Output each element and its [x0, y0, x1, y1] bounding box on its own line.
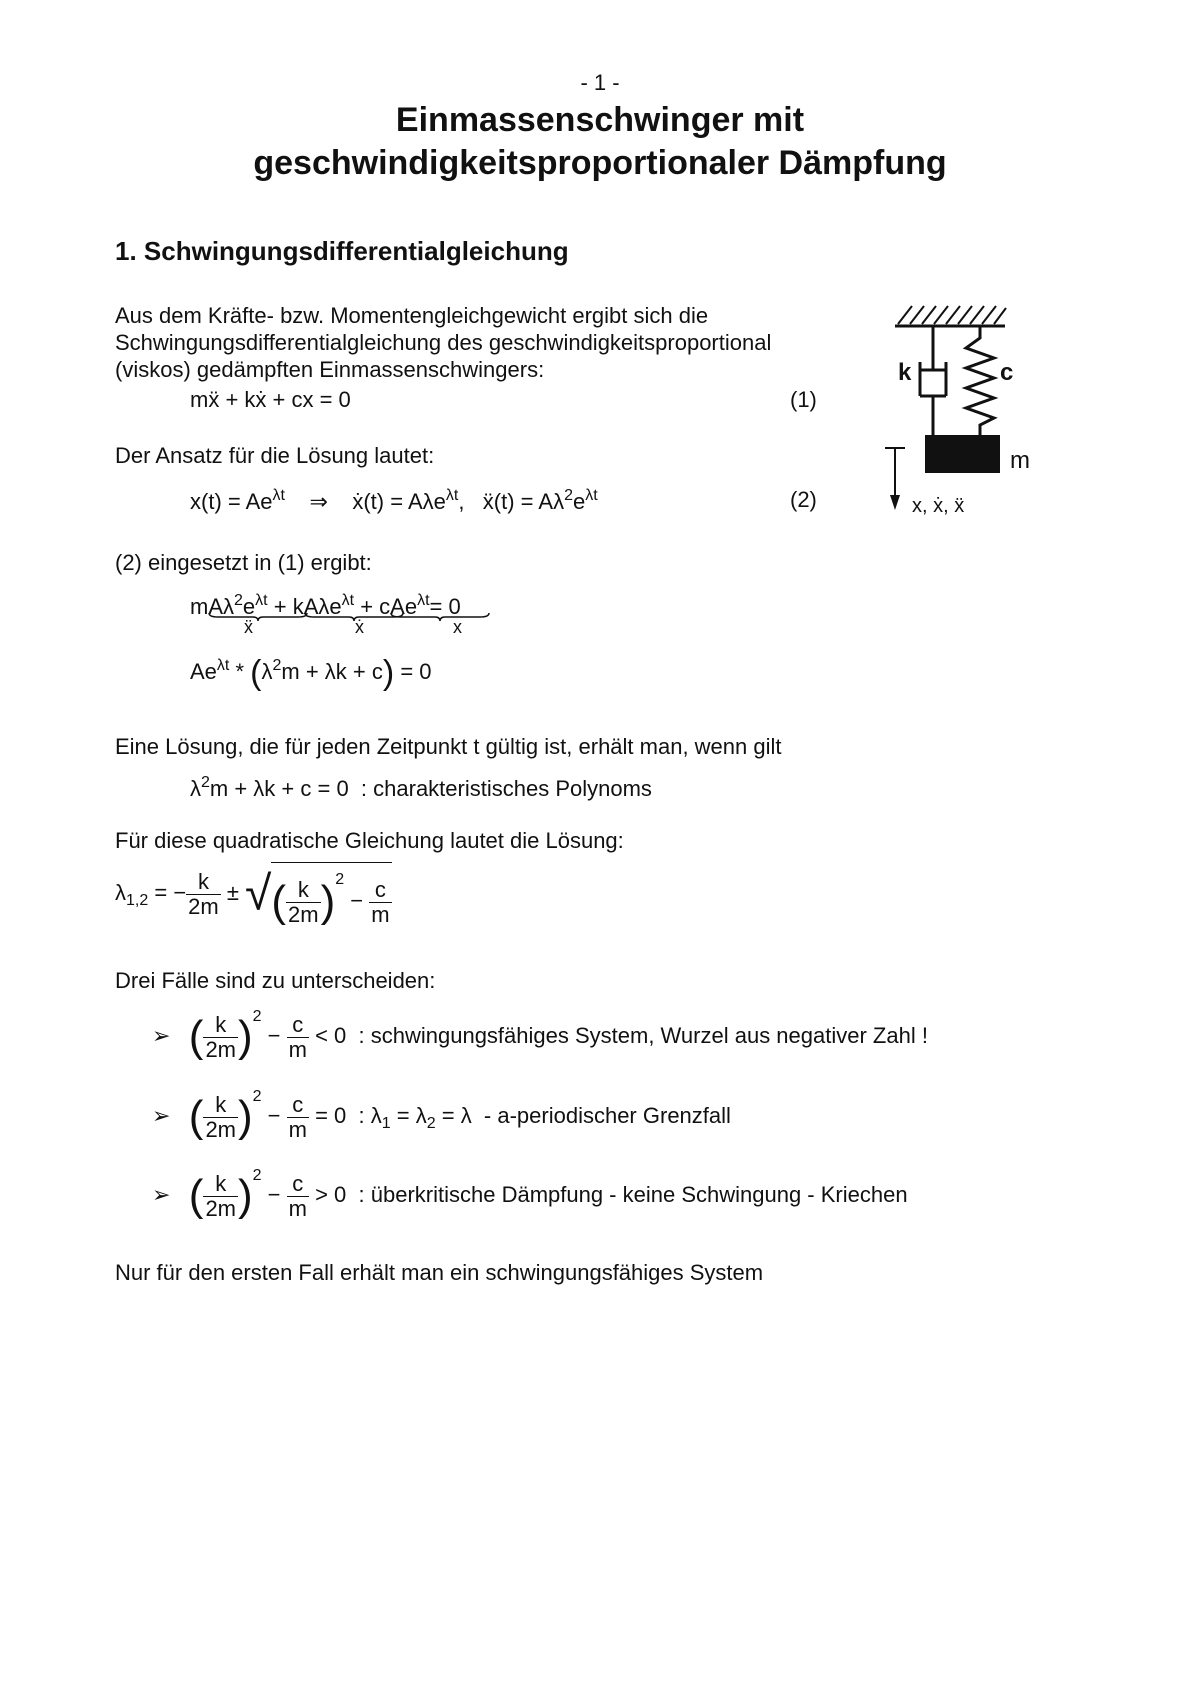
- equation-2: $x(t) = Ae^{\lambda t}$ ⇒ ẋ(t) = Aλe$^{\lambda t}$, ẍ(t) = $A\lambda^2e^{\lambda t}$: [190, 487, 598, 514]
- intro-line-2: Schwingungsdifferentialgleichung des geschwindigkeitsproportional: [115, 330, 772, 355]
- case-1-label: : schwingungsfähiges System, Wurzel aus negativer Zahl !: [358, 1023, 928, 1048]
- spring: [966, 326, 994, 435]
- underbrace-label-x: x: [453, 617, 462, 637]
- arrow-bullet-icon: ➢: [152, 1182, 171, 1207]
- ceiling-hatch: [895, 306, 1006, 326]
- title-line-1: Einmassenschwinger mit: [395, 101, 805, 139]
- figure-label-c: c: [1000, 359, 1014, 386]
- page-number: - 1 -: [580, 70, 620, 95]
- arrow-bullet-icon: ➢: [152, 1103, 171, 1128]
- arrow-bullet-icon: ➢: [152, 1023, 171, 1048]
- quadratic-solution: $\lambda_{1,2}$ = − $\frac{k}{2m}$ ± √( $\frac{k}{2m}$ )$^2$ − $\frac{c}{m}$: [115, 862, 392, 927]
- mass-block: [925, 435, 1000, 473]
- case-3: ➢ ( $\frac{k}{2m}$ )$^2$ − $\frac{c}{m}$ > 0 : überkritische Dämpfung - keine Schwingung - Kriechen: [152, 1167, 908, 1221]
- equation-2-number: (2): [790, 487, 817, 512]
- damper: [920, 326, 946, 435]
- solution-text: Eine Lösung, die für jeden Zeitpunkt t gültig ist, erhält man, wenn gilt: [115, 734, 782, 759]
- characteristic-polynomial: $\lambda^2m + \lambda k + c = 0$ : charakteristisches Polynoms: [190, 774, 652, 801]
- quadratic-text: Für diese quadratische Gleichung lautet die Lösung:: [115, 828, 624, 853]
- substituted-equation: $mA\lambda^2e^{\lambda t}$ + kAλe$^{\lambda t}$ + cAe$^{\lambda t}$ = 0: [190, 588, 461, 620]
- ansatz-text: Der Ansatz für die Lösung lautet:: [115, 443, 435, 468]
- conclusion-text: Nur für den ersten Fall erhält man ein schwingungsfähiges System: [115, 1260, 764, 1285]
- case-3-label: : überkritische Dämpfung - keine Schwingung - Kriechen: [358, 1182, 908, 1207]
- cases-text: Drei Fälle sind zu unterscheiden:: [115, 968, 436, 993]
- case-2: ➢ ( $\frac{k}{2m}$ )$^2$ − $\frac{c}{m}$ = 0 : $\lambda_1 = \lambda_2 = \lambda$ - a-periodischer Grenzfall: [152, 1088, 731, 1142]
- intro-line-3: (viskos) gedämpften Einmassenschwingers:: [115, 357, 545, 382]
- oscillator-figure: [880, 290, 1060, 530]
- case-1: ➢ ( $\frac{k}{2m}$ )$^2$ − $\frac{c}{m}$ < 0 : schwingungsfähiges System, Wurzel aus negativer Zahl !: [152, 1008, 928, 1062]
- displacement-arrow: [885, 448, 905, 500]
- title-line-2: geschwindigkeitsproportionaler Dämpfung: [253, 144, 947, 182]
- underbrace-label-xdot: ẋ: [355, 617, 364, 637]
- figure-label-k: k: [898, 359, 912, 386]
- factored-equation: $Ae^{\lambda t} * (\lambda^2m + \lambda k + c) = 0$: [190, 654, 432, 693]
- intro-line-1: Aus dem Kräfte- bzw. Momentengleichgewicht ergibt sich die: [115, 303, 709, 328]
- figure-label-x: x, ẋ, ẍ: [912, 495, 965, 517]
- equation-1-number: (1): [790, 387, 817, 412]
- equation-1: mẍ + kẋ + cx = 0: [190, 387, 351, 412]
- underbrace-label-xddot: ẍ: [244, 617, 253, 637]
- case-2-label: - a-periodischer Grenzfall: [483, 1103, 731, 1128]
- substituted-text: (2) eingesetzt in (1) ergibt:: [115, 550, 372, 575]
- section-heading: 1. Schwingungsdifferentialgleichung: [115, 236, 569, 266]
- figure-label-m: m: [1010, 447, 1030, 474]
- char-poly-label: : charakteristisches Polynoms: [360, 776, 652, 801]
